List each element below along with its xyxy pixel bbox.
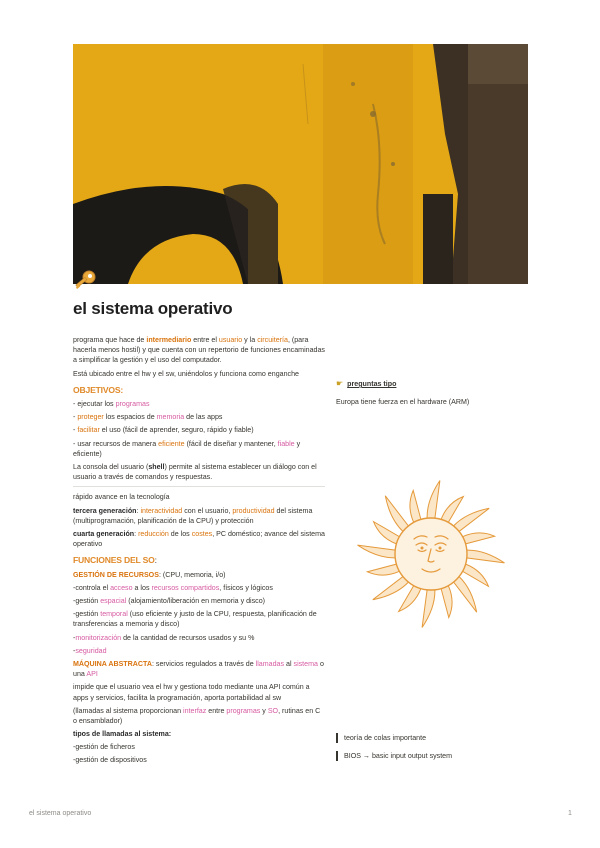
page-number: 1	[568, 810, 572, 817]
highlight: seguridad	[75, 646, 107, 655]
highlight: usuario	[218, 336, 243, 344]
maquina-abstracta	[73, 659, 325, 679]
list-item	[73, 412, 325, 422]
text: -	[73, 646, 76, 655]
text: - usar recursos de manera	[73, 439, 159, 448]
highlight: temporal	[100, 610, 128, 619]
highlight: proteger	[77, 413, 104, 422]
highlight: recursos compartidos	[151, 583, 220, 592]
highlight: eficiente	[158, 439, 185, 448]
highlight: costes	[191, 530, 213, 539]
cover-image	[73, 44, 528, 284]
text: o una	[73, 660, 324, 679]
text: : (CPU, memoria, i/o)	[158, 570, 226, 579]
text: -controla el	[73, 583, 111, 592]
text: y la	[242, 336, 258, 344]
highlight: intermediario	[146, 336, 192, 344]
label: cuarta generación	[73, 530, 135, 539]
text: entre	[206, 706, 227, 715]
evolucion-paragraph: rápido avance en la tecnología	[73, 493, 170, 502]
list-item	[73, 633, 325, 643]
text: (alojamiento/liberación en memoria y disco)	[126, 597, 266, 606]
label: tercera generación	[73, 506, 137, 515]
text: de las apps	[184, 413, 223, 422]
text: y	[260, 706, 268, 715]
hand-pointer-icon: ☛	[336, 379, 344, 388]
highlight: SO	[267, 706, 279, 715]
text: :	[154, 555, 157, 566]
highlight: interactividad	[140, 506, 183, 515]
highlight: fiable	[277, 439, 295, 448]
text: - ejecutar los	[73, 400, 116, 409]
text: , (para hacerla menos hostil) y que cuenta con un repertorio de funciones encaminadas a simplificar la gestión y el uso del computador.	[73, 336, 325, 365]
highlight: interfaz	[183, 706, 207, 715]
highlight: API	[86, 670, 98, 679]
highlight: productividad	[232, 506, 275, 515]
highlight: monitorización	[75, 633, 122, 642]
highlight: shell	[148, 463, 165, 472]
section-heading-funciones	[73, 555, 325, 565]
text: los espacios de	[103, 413, 157, 422]
list-item	[73, 646, 325, 656]
label: GESTIÓN DE RECURSOS	[73, 570, 159, 579]
text: del sistema (multiprogramación, planificación de la CPU) y protección	[73, 506, 313, 525]
text: entre el	[191, 336, 219, 344]
list-item	[73, 596, 325, 606]
text: La consola del usuario (	[73, 463, 149, 472]
highlight: facilitar	[77, 426, 100, 435]
section-heading-objetivos: OBJETIVOS:	[73, 384, 124, 395]
toggle-preguntas-tipo[interactable]	[336, 379, 526, 389]
highlight: circuitería	[257, 336, 288, 344]
text: al	[284, 660, 294, 669]
list-item	[73, 439, 325, 459]
gestion-recursos	[73, 570, 325, 580]
text: a los	[132, 583, 152, 592]
list-item	[73, 425, 325, 435]
highlight: programas	[226, 706, 261, 715]
text: :	[136, 506, 141, 515]
text: FUNCIONES DEL SO	[73, 555, 155, 566]
text: -gestión	[73, 610, 101, 619]
highlight: reducción	[138, 530, 169, 539]
text: programa que hace de	[73, 336, 147, 344]
text: :	[134, 530, 139, 539]
impide-paragraph: impide que el usuario vea el hw y gestiona todo mediante una API común a apps y servicios, facilita la programación, aporta portabilidad al sw	[73, 683, 310, 702]
text: -gestión	[73, 597, 101, 606]
text: -	[73, 413, 78, 422]
cuarta-generacion	[73, 529, 325, 549]
intro-paragraph	[73, 335, 325, 366]
text: (fácil de diseñar y mantener,	[184, 439, 278, 448]
text: el uso (fácil de aprender, seguro, rápido y fiable)	[99, 426, 254, 435]
divider	[73, 486, 325, 487]
text: (llamadas al sistema proporcionan	[73, 706, 184, 715]
highlight: espacial	[100, 597, 127, 606]
highlight: memoria	[156, 413, 185, 422]
europa-paragraph: Europa tiene fuerza en el hardware (ARM)	[336, 398, 470, 407]
text: y eficiente)	[73, 439, 301, 458]
page-title: el sistema operativo	[73, 299, 233, 318]
list-item	[73, 399, 325, 409]
text: con el usuario,	[182, 506, 233, 515]
sun-illustration	[354, 471, 508, 637]
text: de la cantidad de recursos usados y su %	[121, 633, 255, 642]
text: , PC doméstico; avance del sistema operativo	[73, 530, 325, 549]
text: -	[73, 633, 76, 642]
key-icon	[72, 268, 98, 294]
list-item: -gestión de ficheros	[73, 742, 135, 751]
text: , físicos y lógicos	[219, 583, 273, 592]
toggle-label[interactable]: preguntas tipo	[347, 380, 397, 388]
llamadas-paragraph	[73, 706, 325, 726]
quotes-column	[336, 733, 526, 769]
list-item	[73, 609, 325, 629]
list-item	[73, 583, 325, 593]
text: , rutinas en C o ensamblador)	[73, 706, 321, 726]
tercera-generacion	[73, 506, 325, 526]
highlight: programas	[115, 400, 150, 409]
highlight: llamadas	[255, 660, 285, 669]
footer-title: el sistema operativo	[29, 810, 92, 817]
text: ) permite al sistema establecer un diálogo con el usuario a través de comandos y respuestas.	[73, 463, 317, 482]
main-column	[73, 335, 325, 768]
highlight: acceso	[110, 583, 133, 592]
text: de los	[168, 530, 192, 539]
text: : servicios regulados a través de	[151, 660, 256, 669]
text: (uso eficiente y justo de la CPU, respuesta, planificación de transferencias a memoria y disco)	[73, 610, 317, 629]
sidebar-column	[336, 379, 526, 410]
quote-block: BIOS → basic input output system	[336, 751, 526, 761]
highlight: sistema	[293, 660, 318, 669]
intro-paragraph-2: Está ubicado entre el hw y el sw, uniéndolos y funciona como enganche	[73, 369, 299, 378]
list-item: -gestión de dispositivos	[73, 755, 147, 764]
label: MÁQUINA ABSTRACTA	[73, 660, 152, 669]
tipos-heading: tipos de llamadas al sistema:	[73, 730, 172, 739]
text: -	[73, 426, 78, 435]
consola-paragraph	[73, 462, 325, 482]
quote-block: teoría de colas importante	[336, 733, 526, 743]
